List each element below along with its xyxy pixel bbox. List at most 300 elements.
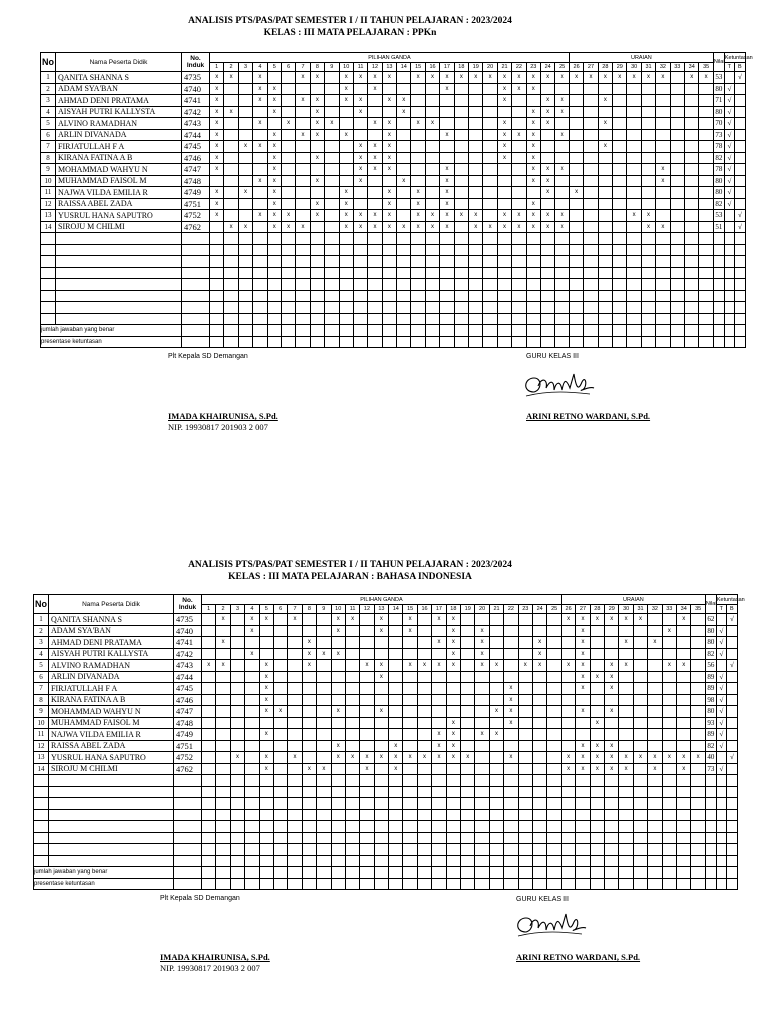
wrong-answer-mark: x [440, 164, 454, 176]
answer-cell [325, 164, 339, 176]
empty-row [41, 279, 746, 291]
wrong-answer-mark: x [569, 72, 583, 84]
footer-cell [296, 325, 310, 337]
footer-cell [296, 336, 310, 348]
answer-cell [411, 106, 425, 118]
footer-cell [512, 325, 526, 337]
teacher-signature [520, 368, 600, 402]
answer-cell [339, 118, 353, 130]
wrong-answer-mark: x [425, 221, 439, 233]
footer-cell [734, 325, 745, 337]
belum-tuntas-check [726, 694, 737, 706]
answer-cell [619, 729, 633, 741]
wrong-answer-mark: x [576, 671, 590, 683]
answer-cell [648, 717, 662, 729]
wrong-answer-mark: x [238, 141, 252, 153]
empty-cell [425, 302, 439, 314]
answer-cell [325, 129, 339, 141]
empty-cell [619, 821, 633, 833]
answer-cell [302, 671, 316, 683]
answer-cell [461, 648, 475, 660]
tuntas-check: √ [716, 671, 726, 683]
footer-cell [656, 325, 670, 337]
answer-cell [627, 198, 641, 210]
answer-cell [633, 694, 647, 706]
empty-cell [705, 809, 716, 821]
answer-cell [483, 164, 497, 176]
empty-cell [569, 313, 583, 325]
answer-cell [584, 129, 598, 141]
empty-cell [648, 821, 662, 833]
wrong-answer-mark: x [555, 106, 570, 118]
wrong-answer-mark: x [475, 637, 489, 649]
answer-cell [216, 683, 230, 695]
empty-cell [224, 233, 238, 245]
empty-cell [389, 832, 403, 844]
answer-cell [331, 637, 345, 649]
footer-cell [267, 325, 281, 337]
empty-cell [547, 786, 562, 798]
student-name: QANITA SHANNA S [49, 614, 174, 626]
empty-cell [425, 290, 439, 302]
question-number: 29 [613, 63, 627, 72]
answer-cell [677, 637, 691, 649]
empty-cell [302, 844, 316, 856]
student-id: 4747 [182, 164, 210, 176]
wrong-answer-mark: x [446, 648, 460, 660]
empty-cell [238, 244, 252, 256]
empty-cell [389, 775, 403, 787]
answer-cell [475, 706, 489, 718]
answer-cell [518, 706, 532, 718]
score: 82 [707, 741, 715, 750]
answer-cell [518, 614, 532, 626]
answer-cell [569, 95, 583, 107]
wrong-answer-mark: x [210, 152, 224, 164]
table-row [34, 763, 738, 775]
empty-cell [56, 267, 182, 279]
wrong-answer-mark: x [691, 752, 705, 764]
answer-cell [532, 752, 546, 764]
answer-cell [670, 95, 684, 107]
empty-cell [345, 786, 359, 798]
wrong-answer-mark: x [267, 95, 281, 107]
empty-cell [532, 809, 546, 821]
wrong-answer-mark: x [656, 164, 670, 176]
empty-cell [475, 798, 489, 810]
empty-cell [267, 256, 281, 268]
wrong-answer-mark: x [374, 752, 388, 764]
row-number: 10 [41, 175, 56, 187]
answer-cell [259, 648, 273, 660]
wrong-answer-mark: x [368, 72, 382, 84]
answer-cell [224, 95, 238, 107]
answer-cell [259, 625, 273, 637]
answer-cell [584, 210, 598, 222]
answer-cell [662, 729, 676, 741]
empty-cell [627, 313, 641, 325]
wrong-answer-mark: x [656, 175, 670, 187]
answer-cell [489, 740, 503, 752]
answer-cell [245, 740, 259, 752]
footer-cell [216, 867, 230, 879]
empty-cell [691, 821, 705, 833]
empty-row [41, 302, 746, 314]
answer-cell [605, 717, 619, 729]
answer-cell [569, 106, 583, 118]
empty-cell [598, 256, 612, 268]
empty-cell [230, 832, 244, 844]
answer-cell [238, 129, 252, 141]
answer-cell [670, 72, 684, 84]
answer-cell [288, 729, 302, 741]
empty-cell [454, 279, 468, 291]
answer-cell [512, 152, 526, 164]
answer-cell [627, 106, 641, 118]
empty-cell [345, 821, 359, 833]
answer-cell [382, 106, 396, 118]
answer-cell [368, 175, 382, 187]
empty-cell [691, 832, 705, 844]
answer-cell [685, 83, 699, 95]
empty-cell [734, 290, 745, 302]
empty-cell [713, 244, 724, 256]
header-ketuntasan: Ketuntasan [724, 54, 753, 61]
answer-cell [691, 671, 705, 683]
empty-cell [339, 313, 353, 325]
wrong-answer-mark: x [432, 614, 446, 626]
answer-cell [677, 683, 691, 695]
answer-cell [302, 740, 316, 752]
wrong-answer-mark: x [389, 763, 403, 775]
answer-cell [238, 106, 252, 118]
empty-cell [504, 821, 518, 833]
tuntas-check [716, 752, 726, 764]
empty-cell [325, 267, 339, 279]
empty-row [34, 798, 738, 810]
empty-cell [259, 832, 273, 844]
empty-cell [576, 809, 590, 821]
empty-cell [569, 302, 583, 314]
empty-cell [245, 832, 259, 844]
empty-cell [461, 798, 475, 810]
answer-cell [561, 740, 575, 752]
answer-cell [273, 614, 287, 626]
wrong-answer-mark: x [699, 72, 713, 84]
empty-cell [382, 267, 396, 279]
answer-cell [230, 660, 244, 672]
footer-cell [584, 336, 598, 348]
footer-cell [403, 878, 417, 890]
empty-cell [726, 786, 737, 798]
empty-cell [547, 821, 562, 833]
empty-cell [440, 302, 454, 314]
wrong-answer-mark: x [382, 221, 396, 233]
student-id: 4748 [174, 717, 202, 729]
table-row [34, 729, 738, 741]
empty-cell [713, 290, 724, 302]
wrong-answer-mark: x [210, 118, 224, 130]
empty-cell [411, 279, 425, 291]
student-name: YUSRUL HANA SAPUTRO [49, 752, 174, 764]
empty-cell [56, 279, 182, 291]
footer-cell [497, 325, 511, 337]
empty-cell [497, 256, 511, 268]
empty-cell [446, 821, 460, 833]
answer-cell [670, 83, 684, 95]
answer-cell [230, 625, 244, 637]
empty-cell [339, 233, 353, 245]
answer-cell [512, 95, 526, 107]
answer-cell [339, 106, 353, 118]
answer-cell [296, 83, 310, 95]
score: 82 [707, 649, 715, 658]
answer-cell [662, 671, 676, 683]
answer-cell [368, 198, 382, 210]
question-number: 22 [512, 63, 526, 72]
answer-cell [310, 221, 324, 233]
answer-cell [489, 637, 503, 649]
empty-cell [619, 844, 633, 856]
empty-cell [182, 244, 210, 256]
answer-cell [504, 729, 518, 741]
footer-correct-answers: jumlah jawaban yang benar [41, 325, 182, 337]
wrong-answer-mark: x [382, 164, 396, 176]
wrong-answer-mark: x [353, 164, 367, 176]
answer-cell [691, 614, 705, 626]
question-number: 17 [440, 63, 454, 72]
empty-cell [605, 821, 619, 833]
empty-cell [691, 844, 705, 856]
score: 82 [715, 153, 723, 162]
empty-cell [677, 821, 691, 833]
answer-cell [475, 717, 489, 729]
answer-cell [302, 683, 316, 695]
wrong-answer-mark: x [273, 706, 287, 718]
empty-cell [432, 844, 446, 856]
question-number: 7 [288, 605, 302, 614]
question-number: 26 [561, 605, 575, 614]
answer-cell [339, 175, 353, 187]
empty-cell [49, 798, 174, 810]
answer-cell [469, 129, 483, 141]
answer-cell [325, 72, 339, 84]
empty-cell [598, 267, 612, 279]
wrong-answer-mark: x [331, 706, 345, 718]
empty-cell [259, 809, 273, 821]
wrong-answer-mark: x [641, 210, 655, 222]
empty-cell [590, 844, 604, 856]
answer-cell [296, 106, 310, 118]
answer-cell [699, 95, 713, 107]
answer-cell [569, 83, 583, 95]
footer-cell [518, 878, 532, 890]
empty-cell [216, 809, 230, 821]
answer-cell [454, 83, 468, 95]
empty-cell [417, 844, 431, 856]
empty-cell [532, 775, 546, 787]
empty-cell [724, 290, 734, 302]
footer-cell [411, 325, 425, 337]
wrong-answer-mark: x [526, 198, 540, 210]
answer-cell [691, 706, 705, 718]
empty-cell [41, 279, 56, 291]
table-row [41, 106, 746, 118]
answer-cell [619, 740, 633, 752]
answer-cell [584, 198, 598, 210]
answer-cell [590, 706, 604, 718]
answer-cell [648, 648, 662, 660]
empty-cell [296, 256, 310, 268]
row-number: 14 [34, 763, 49, 775]
question-number: 18 [454, 63, 468, 72]
answer-cell [504, 614, 518, 626]
empty-cell [182, 233, 210, 245]
empty-cell [425, 244, 439, 256]
empty-cell [432, 798, 446, 810]
footer-cell [230, 867, 244, 879]
wrong-answer-mark: x [576, 752, 590, 764]
answer-cell [224, 198, 238, 210]
answer-cell [584, 106, 598, 118]
answer-cell [288, 694, 302, 706]
answer-cell [216, 763, 230, 775]
answer-cell [613, 175, 627, 187]
empty-cell [641, 256, 655, 268]
tuntas-check: √ [724, 175, 734, 187]
answer-cell [230, 763, 244, 775]
student-name: ADAM SYA'BAN [49, 625, 174, 637]
empty-cell [633, 798, 647, 810]
belum-tuntas-check [726, 683, 737, 695]
wrong-answer-mark: x [339, 83, 353, 95]
footer-cell [699, 325, 713, 337]
empty-cell [317, 809, 331, 821]
answer-cell [613, 118, 627, 130]
empty-cell [641, 279, 655, 291]
answer-cell [389, 625, 403, 637]
answer-cell [691, 648, 705, 660]
empty-cell [576, 821, 590, 833]
answer-cell [685, 164, 699, 176]
empty-cell [685, 256, 699, 268]
wrong-answer-mark: x [259, 671, 273, 683]
score: 80 [707, 626, 715, 635]
question-number: 25 [547, 605, 562, 614]
wrong-answer-mark: x [382, 198, 396, 210]
empty-cell [584, 290, 598, 302]
question-number: 33 [662, 605, 676, 614]
empty-cell [432, 775, 446, 787]
wrong-answer-mark: x [446, 625, 460, 637]
wrong-answer-mark: x [216, 614, 230, 626]
empty-cell [613, 279, 627, 291]
wrong-answer-mark: x [267, 164, 281, 176]
table-row [41, 187, 746, 199]
empty-cell [713, 313, 724, 325]
wrong-answer-mark: x [345, 752, 359, 764]
wrong-answer-mark: x [382, 210, 396, 222]
wrong-answer-mark: x [259, 729, 273, 741]
tuntas-check: √ [724, 198, 734, 210]
answer-cell [417, 671, 431, 683]
answer-cell [281, 106, 295, 118]
student-id: 4740 [182, 83, 210, 95]
score: 80 [715, 107, 723, 116]
wrong-answer-mark: x [446, 752, 460, 764]
empty-cell [605, 786, 619, 798]
empty-cell [605, 809, 619, 821]
empty-cell [641, 290, 655, 302]
table-row [34, 717, 738, 729]
student-name: MUHAMMAD FAISOL M [49, 717, 174, 729]
empty-cell [339, 267, 353, 279]
answer-cell [389, 706, 403, 718]
empty-cell [716, 798, 726, 810]
wrong-answer-mark: x [368, 118, 382, 130]
empty-cell [259, 821, 273, 833]
empty-cell [317, 844, 331, 856]
student-id: 4752 [182, 210, 210, 222]
answer-cell [245, 637, 259, 649]
answer-cell [273, 694, 287, 706]
empty-cell [446, 809, 460, 821]
empty-cell [446, 832, 460, 844]
empty-cell [267, 313, 281, 325]
row-number: 4 [34, 648, 49, 660]
footer-cell [662, 878, 676, 890]
answer-cell [281, 129, 295, 141]
empty-cell [374, 832, 388, 844]
answer-cell [389, 637, 403, 649]
header-tuntas: T [724, 63, 734, 72]
answer-cell [677, 729, 691, 741]
empty-cell [425, 313, 439, 325]
empty-cell [469, 267, 483, 279]
answer-cell [288, 648, 302, 660]
empty-cell [345, 798, 359, 810]
wrong-answer-mark: x [259, 706, 273, 718]
empty-cell [569, 267, 583, 279]
empty-cell [440, 290, 454, 302]
answer-cell [331, 683, 345, 695]
empty-cell [699, 279, 713, 291]
row-number: 5 [34, 660, 49, 672]
row-number: 6 [41, 129, 56, 141]
empty-cell [569, 290, 583, 302]
student-id: 4749 [174, 729, 202, 741]
answer-cell [389, 683, 403, 695]
question-number: 30 [627, 63, 641, 72]
row-number: 9 [34, 706, 49, 718]
wrong-answer-mark: x [483, 72, 497, 84]
wrong-answer-mark: x [569, 187, 583, 199]
wrong-answer-mark: x [475, 625, 489, 637]
tuntas-check: √ [724, 141, 734, 153]
empty-cell [56, 313, 182, 325]
empty-cell [210, 279, 224, 291]
row-number: 12 [34, 740, 49, 752]
wrong-answer-mark: x [489, 706, 503, 718]
answer-cell [281, 95, 295, 107]
wrong-answer-mark: x [619, 614, 633, 626]
empty-cell [238, 313, 252, 325]
empty-cell [446, 775, 460, 787]
empty-cell [454, 233, 468, 245]
answer-cell [461, 729, 475, 741]
empty-cell [245, 855, 259, 867]
answer-cell [526, 95, 540, 107]
